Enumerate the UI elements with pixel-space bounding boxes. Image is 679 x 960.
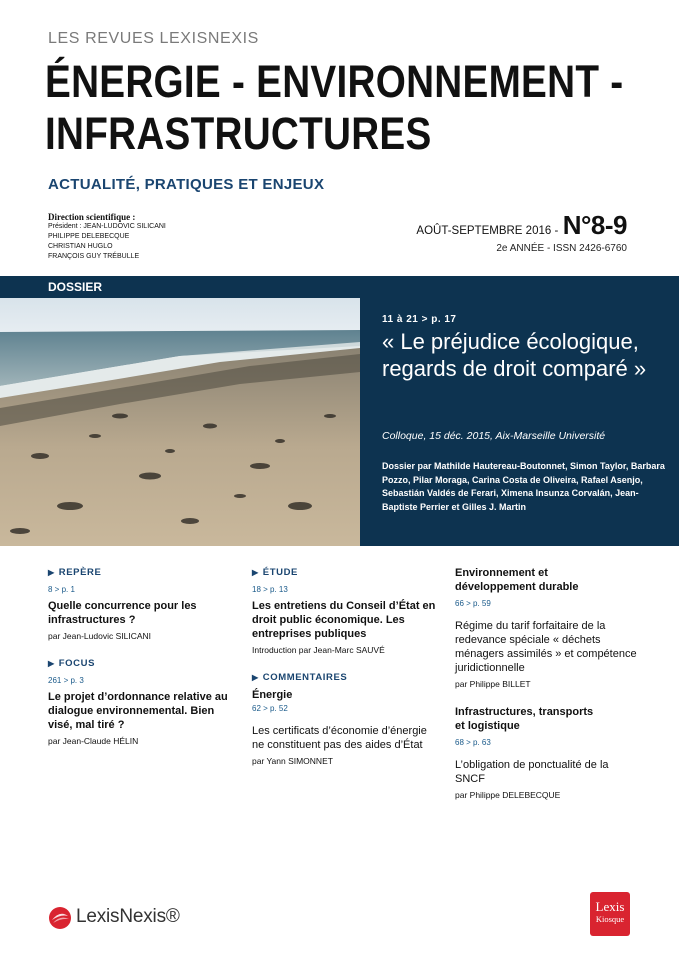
journal-subtitle: ACTUALITÉ, PRATIQUES ET ENJEUX: [48, 176, 325, 193]
article-title[interactable]: Le projet d’ordonnance relative au dialogue environnemental. Bien visé, mal tiré ?: [48, 691, 228, 731]
lexisnexis-logo-text: LexisNexis®: [76, 906, 180, 927]
lexis-kiosque-badge[interactable]: [590, 892, 630, 936]
badge-line1: Lexis: [595, 899, 625, 914]
triangle-icon: ▶: [48, 659, 55, 668]
toc-column-3: [455, 566, 655, 802]
issue-number: N°8-9: [562, 210, 627, 240]
article-author: par Jean-Ludovic SILICANI: [48, 631, 151, 641]
scientific-direction: [48, 212, 166, 262]
direction-label: Direction scientifique :: [48, 212, 136, 222]
dossier-label: DOSSIER: [0, 276, 360, 298]
toc-column-1: [48, 566, 238, 748]
triangle-icon: ▶: [252, 568, 259, 577]
section-commentaires: ▶ COMMENTAIRES: [252, 672, 348, 683]
dossier-panel: [360, 276, 679, 546]
article-title[interactable]: L’obligation de ponctualité de la SNCF: [455, 759, 609, 785]
issue-year-issn: 2e ANNÉE - ISSN 2426-6760: [496, 243, 627, 254]
journal-title-line1: ÉNERGIE - ENVIRONNEMENT -: [45, 56, 624, 107]
direction-line: PHILIPPE DELEBECQUE: [48, 233, 130, 240]
page-ref: 8 > p. 1: [48, 585, 75, 594]
article-author: par Jean-Claude HÉLIN: [48, 736, 139, 746]
article-title[interactable]: Les certificats d’économie d’énergie ne constituent pas des aides d’État: [252, 725, 427, 751]
topic-heading: Environnement et développement durable: [455, 567, 579, 593]
triangle-icon: ▶: [48, 568, 55, 577]
page-ref: 18 > p. 13: [252, 585, 288, 594]
journal-title-line2: INFRASTRUCTURES: [45, 108, 432, 159]
direction-line: CHRISTIAN HUGLO: [48, 243, 113, 250]
section-focus: ▶ FOCUS: [48, 658, 96, 669]
direction-line: Président : JEAN-LUDOVIC SILICANI: [48, 223, 166, 230]
issue-period: AOÛT-SEPTEMBRE 2016 -: [416, 225, 559, 237]
article-title[interactable]: Les entretiens du Conseil d’État en droit public économique. Les entreprises publiques: [252, 600, 436, 640]
cover-photo-oily-beach: [0, 276, 360, 546]
badge-line2: Kiosque: [595, 914, 625, 924]
article-author: Introduction par Jean-Marc SAUVÉ: [252, 645, 385, 655]
article-title[interactable]: Quelle concurrence pour les infrastructures ?: [48, 600, 197, 626]
journal-title: [45, 56, 623, 160]
lexisnexis-logo-icon: [48, 906, 72, 935]
direction-line: FRANÇOIS GUY TRÉBULLE: [48, 253, 140, 260]
topic-heading: Énergie: [252, 689, 293, 701]
triangle-icon: ▶: [252, 673, 259, 682]
dossier-page-ref: 11 à 21 > p. 17: [382, 314, 457, 325]
section-etude: ▶ ÉTUDE: [252, 567, 298, 578]
issue-info: [416, 210, 627, 254]
publisher-kicker: LES REVUES LEXISNEXIS: [48, 30, 259, 47]
article-author: par Philippe BILLET: [455, 679, 531, 689]
dossier-colloque: Colloque, 15 déc. 2015, Aix-Marseille Université: [382, 430, 606, 442]
page-ref: 62 > p. 52: [252, 704, 288, 713]
page-ref: 66 > p. 59: [455, 599, 491, 608]
article-title[interactable]: Régime du tarif forfaitaire de la redevance spéciale « déchets ménagers assimilés » et compétence juridictionnelle: [455, 620, 637, 674]
dossier-authors: Dossier par Mathilde Hautereau-Boutonnet, Simon Taylor, Barbara Pozzo, Pilar Moraga, Carina Costa de Oliveira, Rafael Asenjo, Sebastián Valdés de Ferari, Ximena Insunza Corvalán, Jean-Baptiste Perrier et Gilles J. Martin: [382, 461, 665, 512]
beach-illustration: [0, 276, 360, 546]
dossier-headline[interactable]: « Le préjudice écologique, regards de droit comparé »: [382, 329, 647, 381]
article-author: par Yann SIMONNET: [252, 756, 333, 766]
section-repere: ▶ REPÈRE: [48, 567, 102, 578]
page-ref: 68 > p. 63: [455, 738, 491, 747]
topic-heading: Infrastructures, transports et logistique: [455, 706, 594, 732]
toc-column-2: [252, 566, 442, 768]
article-author: par Philippe DELEBECQUE: [455, 790, 561, 800]
page-ref: 261 > p. 3: [48, 676, 84, 685]
